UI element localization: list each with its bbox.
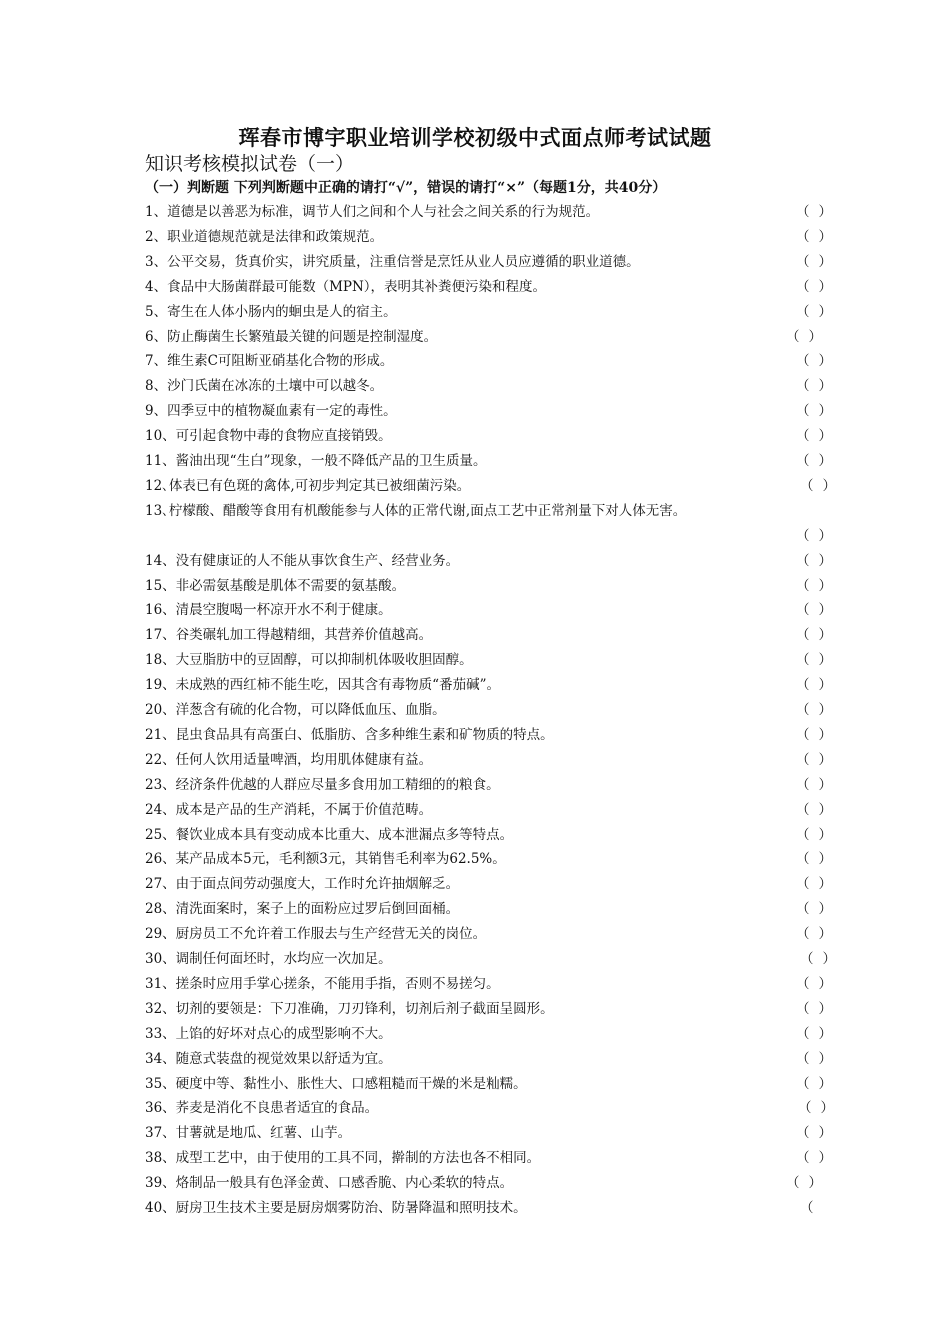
answer-blank[interactable]	[796, 748, 832, 772]
section-heading: （一）判断题 下列判断题中正确的请打“√”，错误的请打“×”（每题1分，共40分）	[145, 180, 667, 196]
paren-open: （	[796, 1025, 810, 1042]
question-text: 1、道德是以善恶为标准，调节人们之间和个人与社会之间关系的行为规范。	[145, 204, 600, 220]
paren-open: （	[796, 253, 810, 270]
answer-blank[interactable]	[796, 424, 832, 448]
answer-blank[interactable]	[796, 623, 832, 647]
question-text: 20、洋葱含有硫的化合物，可以降低血压、血脂。	[145, 702, 446, 718]
paren-close: ）	[818, 527, 832, 544]
paren-close: ）	[818, 901, 832, 918]
paren-close: ）	[818, 1150, 832, 1167]
paren-open: （	[796, 278, 810, 295]
paren-open: （	[796, 652, 810, 669]
answer-blank[interactable]	[796, 922, 832, 946]
question-text: 40、厨房卫生技术主要是厨房烟雾防治、防暑降温和照明技术。	[145, 1200, 527, 1216]
answer-blank[interactable]	[796, 399, 832, 423]
answer-blank[interactable]	[796, 972, 832, 996]
answer-blank[interactable]	[796, 997, 832, 1021]
question-text: 5、寄生在人体小肠内的蛔虫是人的宿主。	[145, 303, 397, 320]
paren-close: ）	[822, 951, 836, 967]
paren-close: ）	[818, 702, 832, 718]
paren-close: ）	[818, 677, 832, 694]
paren-close: ）	[818, 428, 832, 445]
answer-blank[interactable]	[796, 1121, 832, 1145]
paren-close: ）	[820, 1100, 834, 1117]
paren-open: （	[796, 702, 810, 718]
question-text: 22、任何人饮用适量啤酒，均用肌体健康有益。	[145, 751, 433, 768]
paren-open: （	[796, 577, 810, 594]
question-text: 37、甘薯就是地瓜、红薯、山芋。	[145, 1125, 352, 1142]
question-text: 25、餐饮业成本具有变动成本比重大、成本泄漏点多等特点。	[145, 826, 514, 843]
answer-blank[interactable]	[796, 798, 832, 822]
paren-close: ）	[818, 204, 832, 220]
paren-open: （	[796, 901, 810, 918]
paren-open: （	[796, 726, 810, 743]
paren-close: ）	[818, 876, 832, 893]
answer-blank[interactable]	[798, 1096, 834, 1120]
question-text: 24、成本是产品的生产消耗，不属于价值范畴。	[145, 801, 433, 818]
paren-close: ）	[818, 627, 832, 644]
paren-open: （	[786, 1175, 800, 1192]
paren-close: ）	[818, 826, 832, 843]
question-text: 14、没有健康证的人不能从事饮食生产、经营业务。	[145, 552, 460, 569]
question-text: 13､柠檬酸、醋酸等食用有机酸能参与人体的正常代谢,面点工艺中正常剂量下对人体无害。	[145, 502, 687, 519]
paren-open: （	[800, 477, 814, 494]
question-text: 18、大豆脂肪中的豆固醇，可以抑制机体吸收胆固醇。	[145, 652, 473, 669]
question-text: 6、防止酶菌生长繁殖最关键的问题是控制湿度。	[145, 328, 438, 345]
answer-blank[interactable]	[796, 300, 832, 324]
question-text: 34、随意式装盘的视觉效果以舒适为宜。	[145, 1050, 392, 1067]
paren-close: ）	[818, 751, 832, 768]
answer-blank[interactable]	[796, 823, 832, 847]
answer-blank[interactable]	[796, 574, 832, 598]
answer-blank[interactable]	[796, 225, 832, 249]
question-text: 30、调制任何面坯时，水均应一次加足。	[145, 951, 392, 967]
paren-close: ）	[818, 378, 832, 395]
paren-open: （	[796, 303, 810, 320]
question-text: 3、公平交易，货真价实，讲究质量，注重信誉是烹饪从业人员应遵循的职业道德。	[145, 253, 640, 270]
question-text: 17、谷类碾轧加工得越精细，其营养价值越高。	[145, 627, 433, 644]
paren-close: ）	[818, 228, 832, 245]
question-text: 29、厨房员工不允许着工作服去与生产经营无关的岗位。	[145, 926, 487, 943]
answer-blank[interactable]	[786, 1171, 822, 1195]
answer-blank[interactable]	[796, 1022, 832, 1046]
answer-blank[interactable]	[796, 1047, 832, 1071]
paren-open: （	[796, 204, 810, 220]
answer-blank[interactable]	[796, 773, 832, 797]
question-text: 27、由于面点间劳动强度大，工作时允许抽烟解乏。	[145, 876, 460, 893]
question-text: 32、切剂的要领是：下刀准确，刀刃锋利，切剂后剂子截面呈圆形。	[145, 1000, 554, 1017]
paren-close: ）	[808, 328, 822, 345]
answer-blank[interactable]	[796, 648, 832, 672]
question-text: 23、经济条件优越的人群应尽量多食用加工精细的的粮食。	[145, 776, 500, 793]
answer-blank[interactable]	[796, 897, 832, 921]
paren-close: ）	[818, 253, 832, 270]
question-text: 8、沙门氏菌在冰冻的土壤中可以越冬。	[145, 378, 384, 395]
question-text: 19、未成熟的西红柿不能生吃，因其含有毒物质“番茄碱”。	[145, 677, 500, 694]
paren-open: （	[796, 453, 810, 469]
exam-subtitle: 知识考核模拟试卷（一）	[145, 153, 355, 175]
question-text: 12､体表已有色斑的禽体,可初步判定其已被细菌污染。	[145, 477, 471, 494]
question-text: 28、清洗面案时，案子上的面粉应过罗后倒回面桶。	[145, 901, 460, 918]
paren-open: （	[796, 851, 810, 868]
question-text: 26、某产品成本5元，毛利额3元，其销售毛利率为62.5%。	[145, 851, 506, 868]
question-text: 10、可引起食物中毒的食物应直接销毁。	[145, 428, 392, 445]
answer-blank[interactable]	[796, 673, 832, 697]
paren-close: ）	[818, 403, 832, 420]
question-text: 36、荞麦是消化不良患者适宜的食品。	[145, 1100, 379, 1117]
paren-close: ）	[818, 652, 832, 669]
paren-open: （	[796, 353, 810, 370]
paren-open: （	[796, 926, 810, 943]
paren-open: （	[796, 1000, 810, 1017]
answer-blank[interactable]	[796, 275, 832, 299]
paren-open: （	[796, 627, 810, 644]
paren-open: （	[796, 801, 810, 818]
paren-close: ）	[808, 1175, 822, 1192]
answer-blank[interactable]	[796, 1146, 832, 1170]
paren-open: （	[796, 428, 810, 445]
answer-blank[interactable]	[796, 449, 832, 473]
paren-open: （	[796, 228, 810, 245]
answer-blank[interactable]	[796, 1072, 832, 1096]
paren-close: ）	[818, 801, 832, 818]
question-text: 7、维生素C可阻断亚硝基化合物的形成。	[145, 353, 394, 370]
paren-open: （	[796, 1125, 810, 1142]
paren-close: ）	[818, 577, 832, 594]
answer-blank[interactable]	[796, 698, 832, 722]
answer-blank[interactable]	[796, 847, 832, 871]
paren-open: （	[796, 975, 810, 992]
paren-open: （	[796, 751, 810, 768]
paren-close: ）	[818, 1025, 832, 1042]
paren-open: （	[796, 602, 810, 619]
question-text: 35、硬度中等、黏性小、胀性大、口感粗糙而干燥的米是籼糯。	[145, 1075, 527, 1092]
answer-blank[interactable]	[800, 1196, 836, 1220]
exam-title: 珲春市博宇职业培训学校初级中式面点师考试试题	[238, 125, 712, 150]
paren-close: ）	[822, 477, 836, 494]
answer-blank[interactable]	[800, 474, 836, 498]
paren-open: （	[786, 328, 800, 345]
answer-blank[interactable]	[786, 325, 822, 349]
paren-open: （	[798, 1100, 812, 1117]
question-text: 2、职业道德规范就是法律和政策规范。	[145, 228, 384, 245]
answer-blank[interactable]	[796, 549, 832, 573]
paren-open: （	[796, 876, 810, 893]
paren-open: （	[796, 776, 810, 793]
question-text: 39、烙制品一般具有色泽金黄、口感香脆、内心柔软的特点。	[145, 1175, 514, 1192]
paren-open: （	[796, 1050, 810, 1067]
paren-close: ）	[818, 552, 832, 569]
paren-open: （	[796, 403, 810, 420]
answer-blank[interactable]	[796, 374, 832, 398]
paren-close: ）	[818, 453, 832, 469]
question-text: 33、上馅的好坏对点心的成型影响不大。	[145, 1025, 392, 1042]
paren-open: （	[796, 527, 810, 544]
answer-blank[interactable]	[796, 723, 832, 747]
answer-blank[interactable]	[796, 200, 832, 224]
paren-close: ）	[818, 1000, 832, 1017]
answer-blank[interactable]	[796, 524, 832, 548]
question-text: 38、成型工艺中，由于使用的工具不同，擀制的方法也各不相同。	[145, 1150, 541, 1167]
question-text: 9、四季豆中的植物凝血素有一定的毒性。	[145, 403, 397, 420]
paren-close: ）	[818, 975, 832, 992]
paren-close: ）	[818, 353, 832, 370]
answer-blank[interactable]	[796, 872, 832, 896]
paren-close: ）	[818, 776, 832, 793]
paren-open: （	[796, 378, 810, 395]
paren-open: （	[800, 1200, 814, 1216]
paren-close: ）	[818, 851, 832, 868]
paren-close: ）	[818, 726, 832, 743]
answer-blank[interactable]	[796, 250, 832, 274]
paren-close: ）	[818, 1050, 832, 1067]
paren-open: （	[796, 1075, 810, 1092]
answer-blank[interactable]	[796, 598, 832, 622]
paren-close: ）	[818, 1075, 832, 1092]
paren-open: （	[796, 552, 810, 569]
question-text: 31、搓条时应用手掌心搓条，不能用手指，否则不易搓匀。	[145, 975, 500, 992]
paren-close: ）	[818, 602, 832, 619]
paren-open: （	[796, 677, 810, 694]
paren-open: （	[796, 826, 810, 843]
paren-close: ）	[818, 1125, 832, 1142]
question-text: 4、食品中大肠菌群最可能数（MPN），表明其补粪便污染和程度。	[145, 278, 547, 295]
paren-open: （	[796, 1150, 810, 1167]
question-text: 16、清晨空腹喝一杯凉开水不利于健康。	[145, 602, 392, 619]
paren-close: ）	[818, 926, 832, 943]
paren-close: ）	[818, 303, 832, 320]
answer-blank[interactable]	[800, 947, 836, 971]
question-text: 21、昆虫食品具有高蛋白、低脂肪、含多种维生素和矿物质的特点。	[145, 726, 554, 743]
question-text: 11、酱油出现“生白”现象，一般不降低产品的卫生质量。	[145, 453, 487, 469]
question-text: 15、非必需氨基酸是肌体不需要的氨基酸。	[145, 577, 406, 594]
answer-blank[interactable]	[796, 349, 832, 373]
paren-open: （	[800, 951, 814, 967]
paren-close: ）	[818, 278, 832, 295]
